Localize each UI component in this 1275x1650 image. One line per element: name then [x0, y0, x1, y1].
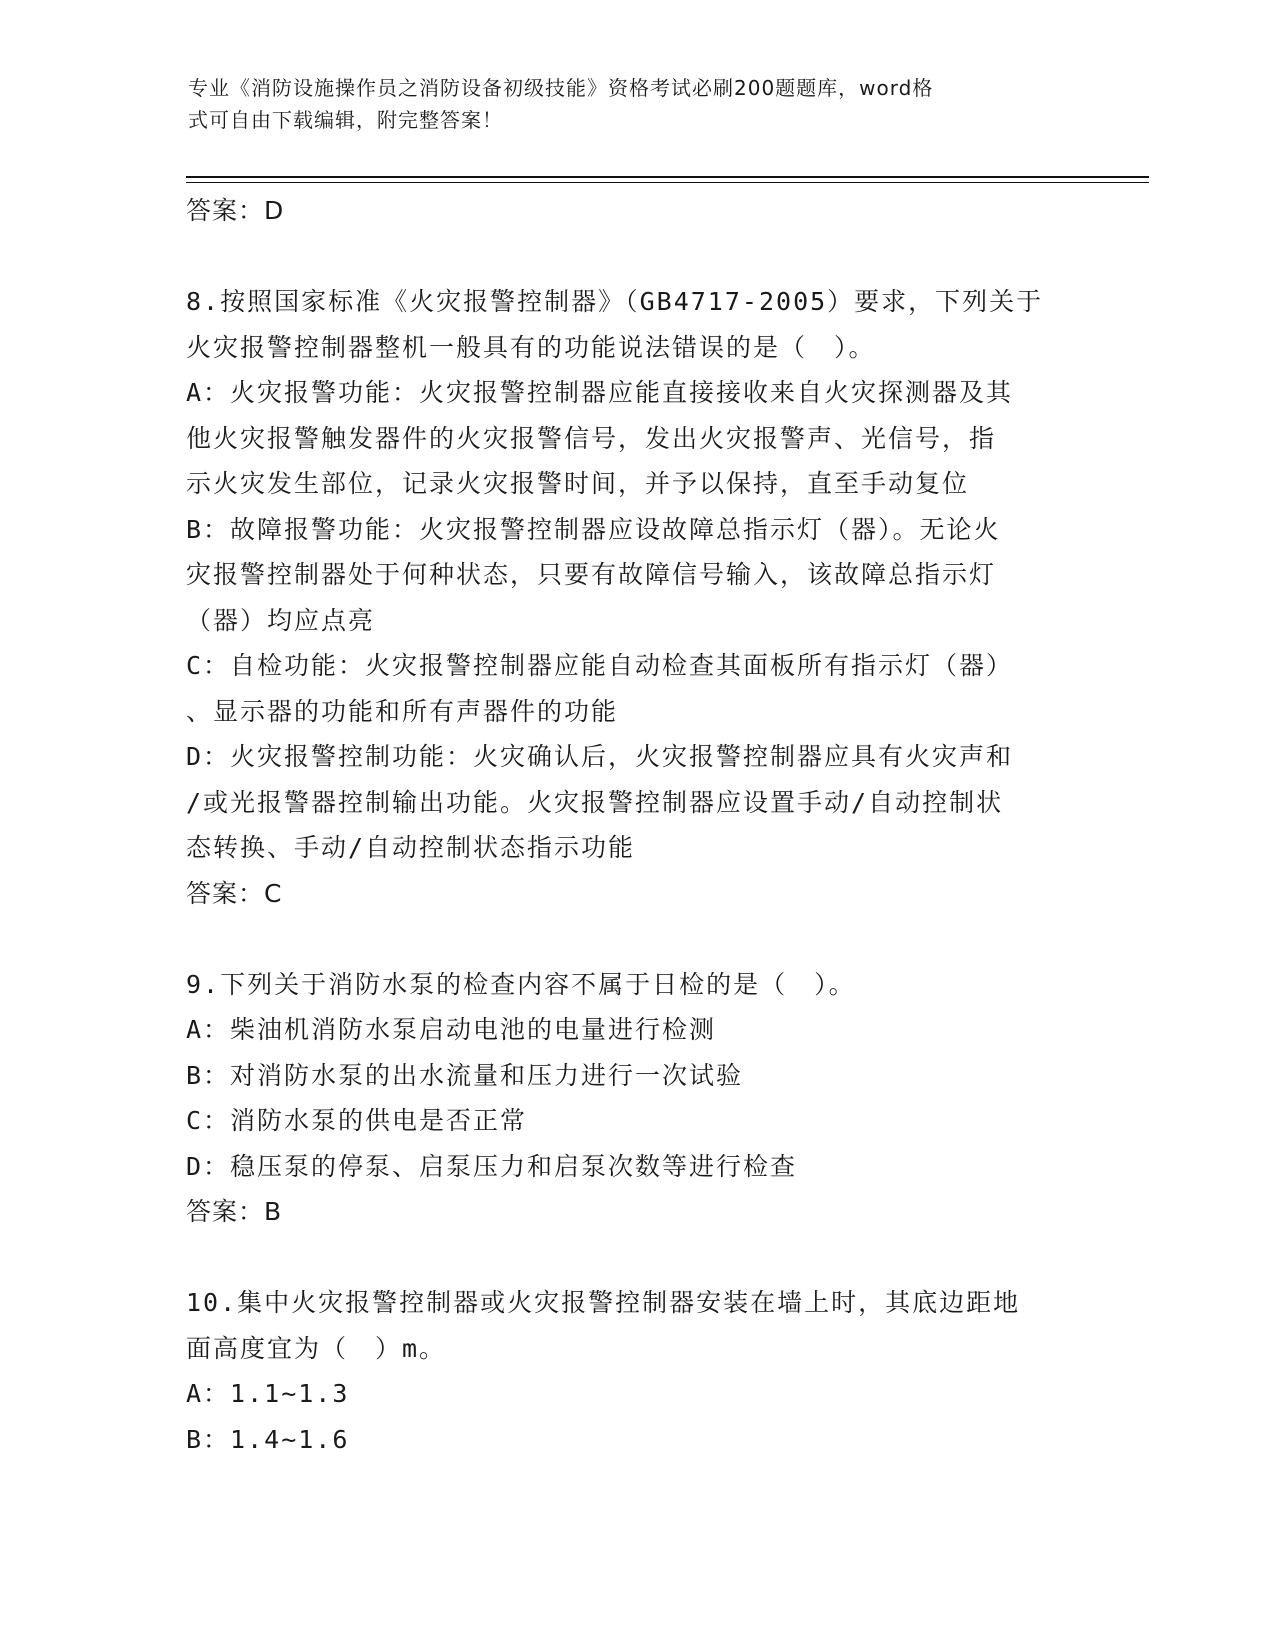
option-d-line: D：火灾报警控制功能：火灾确认后，火灾报警控制器应具有火灾声和 [186, 742, 1014, 771]
option-b-line: B：对消防水泵的出水流量和压力进行一次试验 [186, 1060, 744, 1090]
question-9 [186, 962, 1086, 1235]
option-d-line: D：稳压泵的停泵、启泵压力和启泵次数等进行检查 [186, 1151, 798, 1181]
option-b-line: B：1.4~1.6 [186, 1424, 350, 1454]
option-c-line: C：消防水泵的供电是否正常 [186, 1106, 528, 1135]
header-rule-thick [186, 176, 1149, 178]
question-text-line: 面高度宜为（ ）m。 [186, 1333, 447, 1363]
answer-q9: 答案：B [186, 1197, 283, 1226]
document-body [186, 188, 1086, 1462]
question-text-line: 10.集中火灾报警控制器或火灾报警控制器安装在墙上时，其底边距地 [186, 1288, 1021, 1317]
option-a-line: A：柴油机消防水泵启动电池的电量进行检测 [186, 1015, 717, 1044]
header-line-1: 专业《消防设施操作员之消防设备初级技能》资格考试必刷200题题库，word格 [188, 76, 934, 100]
option-d-line: /或光报警器控制输出功能。火灾报警控制器应设置手动/自动控制状 [186, 787, 1004, 817]
question-10 [186, 1280, 1086, 1462]
header-rule-thin [186, 182, 1149, 183]
option-c-line: 、显示器的功能和所有声器件的功能 [186, 696, 619, 726]
option-b-line: B：故障报警功能：火灾报警控制器应设故障总指示灯（器）。无论火 [186, 514, 1001, 544]
option-a-line: A：火灾报警功能：火灾报警控制器应能直接接收来自火灾探测器及其 [186, 378, 1014, 407]
option-a-line: 示火灾发生部位，记录火灾报警时间，并予以保持，直至手动复位 [186, 469, 970, 498]
option-b-line: （器）均应点亮 [186, 605, 376, 635]
spacer [186, 1235, 1086, 1281]
question-text-line: 8.按照国家标准《火灾报警控制器》（GB4717-2005）要求，下列关于 [186, 287, 1044, 316]
question-text-line: 9.下列关于消防水泵的检查内容不属于日检的是（ ）。 [186, 969, 856, 999]
question-text-line: 火灾报警控制器整机一般具有的功能说法错误的是（ ）。 [186, 332, 876, 362]
option-a-line: 他火灾报警触发器件的火灾报警信号，发出火灾报警声、光信号，指 [186, 423, 997, 453]
spacer [186, 234, 1086, 280]
option-b-line: 灾报警控制器处于何种状态，只要有故障信号输入，该故障总指示灯 [186, 560, 997, 589]
document-header [188, 72, 1078, 136]
answer-previous: 答案：D [186, 196, 285, 225]
question-8 [186, 279, 1086, 916]
option-c-line: C：自检功能：火灾报警控制器应能自动检查其面板所有指示灯（器） [186, 651, 1014, 680]
spacer [186, 916, 1086, 962]
option-d-line: 态转换、手动/自动控制状态指示功能 [186, 833, 636, 862]
option-a-line: A：1.1~1.3 [186, 1379, 350, 1408]
answer-q8: 答案：C [186, 878, 283, 908]
header-line-2: 式可自由下载编辑，附完整答案！ [188, 108, 503, 132]
